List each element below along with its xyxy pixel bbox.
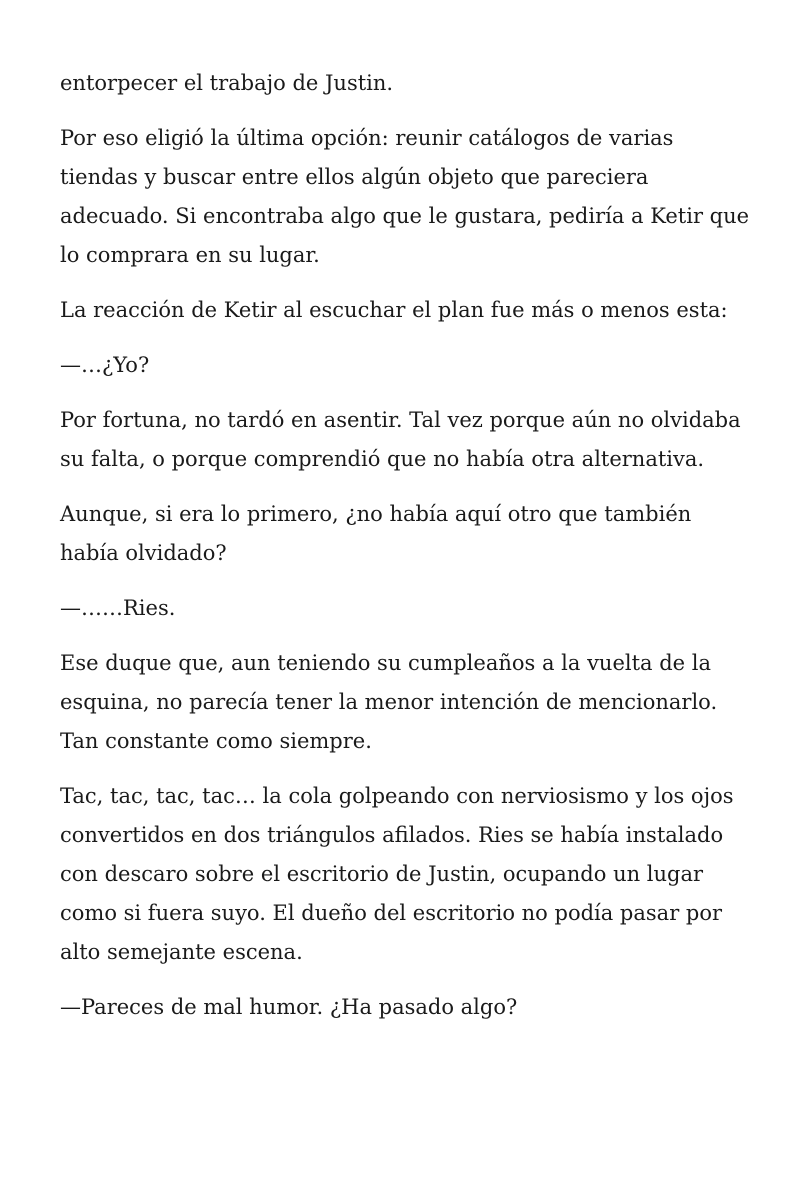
- paragraph-2: Por eso eligió la última opción: reunir catálogos de varias tiendas y buscar entre ellos algún objeto que pareciera adecuado. Si encontraba algo que le gustara, pediría a Ketir que lo comprara en su lugar.: [60, 126, 750, 267]
- paragraph-4-dialogue: —…¿Yo?: [60, 353, 150, 377]
- reading-page: [60, 64, 750, 1043]
- paragraph-1: entorpecer el trabajo de Justin.: [60, 71, 394, 95]
- paragraph-10-dialogue: —Pareces de mal humor. ¿Ha pasado algo?: [60, 995, 518, 1019]
- paragraph-9: Tac, tac, tac, tac… la cola golpeando con nerviosismo y los ojos convertidos en dos triángulos afilados. Ries se había instalado con descaro sobre el escritorio de Justin, ocupando un lugar como si fuera suyo. El dueño del escritorio no podía pasar por alto semejante escena.: [60, 784, 734, 964]
- paragraph-8: Ese duque que, aun teniendo su cumpleaños a la vuelta de la esquina, no parecía tener la menor intención de mencionarlo. Tan constante como siempre.: [60, 651, 718, 753]
- paragraph-6: Aunque, si era lo primero, ¿no había aquí otro que también había olvidado?: [60, 502, 692, 565]
- paragraph-3: La reacción de Ketir al escuchar el plan fue más o menos esta:: [60, 298, 728, 322]
- paragraph-5: Por fortuna, no tardó en asentir. Tal vez porque aún no olvidaba su falta, o porque comprendió que no había otra alternativa.: [60, 408, 741, 471]
- paragraph-7-dialogue: —……Ries.: [60, 596, 176, 620]
